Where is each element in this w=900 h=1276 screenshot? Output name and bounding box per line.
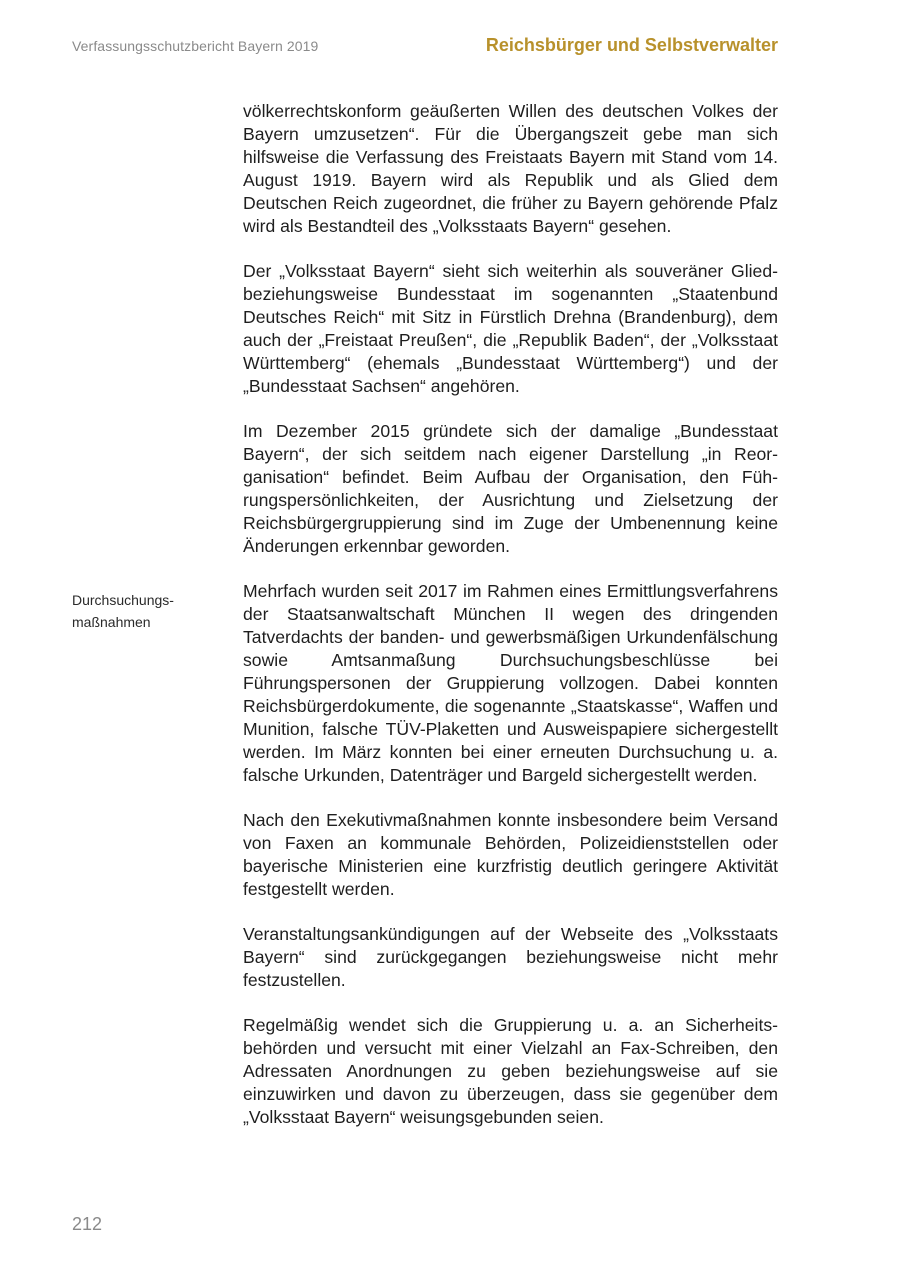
running-header-chapter-title: Reichsbürger und Selbstverwalter xyxy=(485,35,778,55)
paragraph-7: Regelmäßig wendet sich die Gruppierung u. a. an Sicherheitsbehörden und versucht mit einer Vielzahl an Fax-Schreiben, den Adressaten Anordnungen zu geben beziehungsweise auf sie einzuwirken und davon zu überzeugen, dass sie gegenüber dem „Volksstaat Bayern“ weisungsgebunden seien. xyxy=(243,1015,778,1127)
paragraph-3: Im Dezember 2015 gründete sich der damalige „Bundesstaat Bayern“, der sich seitdem nach eigener Darstellung „in Reorganisation“ befindet. Beim Aufbau der Organisation, den Führungspersönlichkeiten, der Ausrichtung und Zielsetzung der Reichsbürgergruppierung sind im Zuge der Umbenennung keine Änderungen erkennbar geworden. xyxy=(243,421,778,556)
margin-note xyxy=(72,589,222,633)
paragraph-4: Mehrfach wurden seit 2017 im Rahmen eines Ermittlungsverfahrens der Staatsanwaltschaft München II wegen des dringenden Tatverdachts der banden- und gewerbsmäßigen Urkundenfälschung sowie Amtsanmaßung Durchsuchungsbeschlüsse bei Führungspersonen der Gruppierung vollzogen. Dabei konnten Reichsbürgerdokumente, die sogenannte „Staatskasse“, Waffen und Munition, falsche TÜV-Plaketten und Ausweispapiere sichergestellt werden. Im März konnten bei einer erneuten Durchsuchung u. a. falsche Urkunden, Datenträger und Bargeld sichergestellt werden. xyxy=(243,581,778,785)
paragraph-6: Veranstaltungsankündigungen auf der Webseite des „Volksstaats Bayern“ sind zurückgegangen beziehungsweise nicht mehr festzustellen. xyxy=(243,924,778,990)
body-text xyxy=(243,100,778,1151)
paragraph-5: Nach den Exekutivmaßnahmen konnte insbesondere beim Versand von Faxen an kommunale Behörden, Polizeidienststellen oder bayerische Ministerien eine kurzfristig deutlich geringere Aktivität festgestellt werden. xyxy=(243,810,778,899)
margin-note-line-2: maßnahmen xyxy=(72,614,151,630)
paragraph-1: völkerrechtskonform geäußerten Willen des deutschen Volkes der Bayern umzusetzen“. Für die Übergangszeit gebe man sich hilfsweise die Verfassung des Freistaats Bayern mit Stand vom 14. August 1919. Bayern wird als Republik und als Glied dem Deutschen Reich zugeordnet, die früher zu Bayern gehörende Pfalz wird als Bestandteil des „Volksstaats Bayern“ gesehen. xyxy=(243,101,778,236)
running-header-left: Verfassungsschutzbericht Bayern 2019 xyxy=(72,38,319,54)
margin-note-line-1: Durchsuchungs- xyxy=(72,592,174,608)
paragraph-2: Der „Volksstaat Bayern“ sieht sich weiterhin als souveräner Glied- beziehungsweise Bundesstaat im sogenannten „Staatenbund Deutsches Reich“ mit Sitz in Fürstlich Drehna (Brandenburg), dem auch der „Freistaat Preußen“, die „Republik Baden“, der „Volksstaat Württemberg“ (ehemals „Bundesstaat Württemberg“) und der „Bundesstaat Sachsen“ angehören. xyxy=(243,261,778,396)
page-number: 212 xyxy=(72,1214,103,1234)
